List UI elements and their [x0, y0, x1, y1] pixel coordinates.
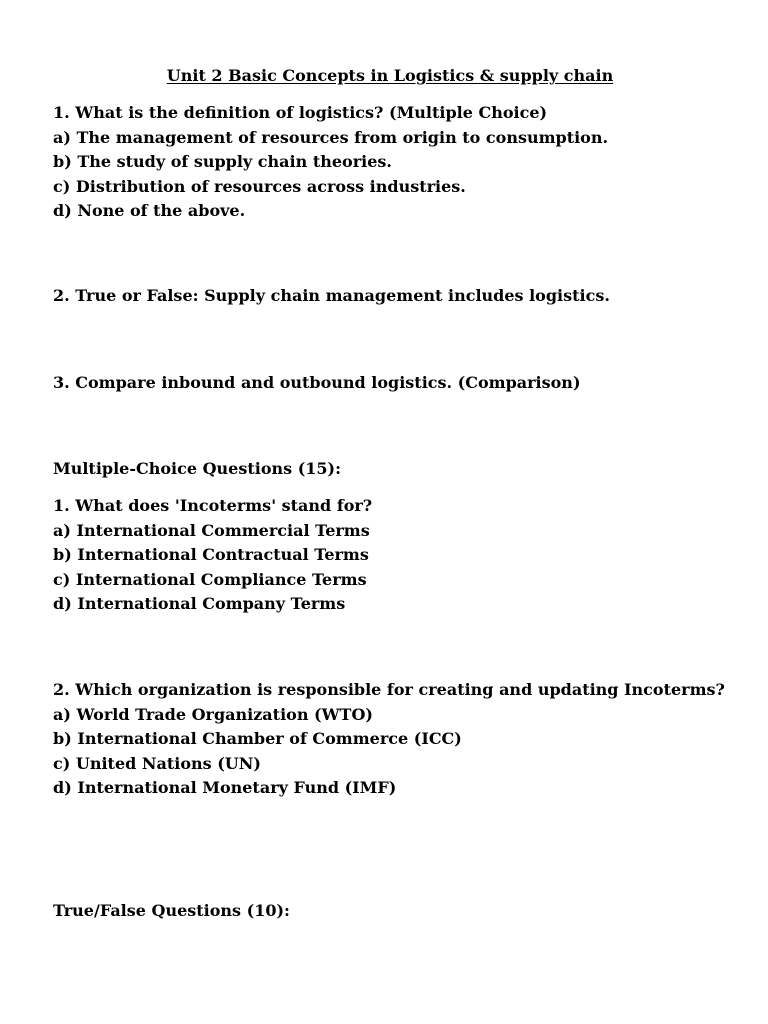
mcq-item-2 [53, 678, 753, 801]
tf-section-heading: True/False Questions (10): [53, 901, 290, 920]
document-title: Unit 2 Basic Concepts in Logistics & supply chain [166, 66, 614, 85]
question-1-option-a: a) The management of resources from origin to consumption. [53, 127, 609, 147]
question-2 [53, 284, 753, 309]
mcq-item-2-option-d: d) International Monetary Fund (IMF) [53, 778, 397, 797]
mcq-item-1 [53, 494, 753, 617]
mcq-section-heading: Multiple-Choice Questions (15): [53, 459, 342, 478]
question-1-option-c: c) Distribution of resources across industries. [53, 176, 466, 196]
mcq-item-1-option-a: a) International Commercial Terms [53, 520, 370, 540]
question-1-text: 1. What is the definition of logistics? (Multiple Choice) [53, 103, 548, 122]
mcq-item-2-question: 2. Which organization is responsible for creating and updating Incoterms? [53, 680, 725, 699]
mcq-item-1-option-d: d) International Company Terms [53, 594, 346, 613]
question-2-text: 2. True or False: Supply chain management includes logistics. [53, 286, 610, 305]
question-3-text: 3. Compare inbound and outbound logistics. (Comparison) [53, 373, 581, 392]
mcq-item-1-option-b: b) International Contractual Terms [53, 545, 369, 564]
mcq-item-1-question: 1. What does 'Incoterms' stand for? [53, 496, 373, 515]
mcq-item-2-option-a: a) World Trade Organization (WTO) [53, 704, 373, 724]
mcq-item-1-option-c: c) International Compliance Terms [53, 569, 367, 589]
question-1-option-b: b) The study of supply chain theories. [53, 152, 392, 171]
tf-section-heading-block [53, 899, 753, 924]
mcq-item-2-option-b: b) International Chamber of Commerce (ICC) [53, 729, 462, 748]
question-1 [53, 101, 753, 224]
question-3 [53, 371, 753, 396]
mcq-item-2-option-c: c) United Nations (UN) [53, 753, 261, 773]
mcq-section-heading-block [53, 457, 753, 482]
question-1-option-d: d) None of the above. [53, 201, 246, 220]
